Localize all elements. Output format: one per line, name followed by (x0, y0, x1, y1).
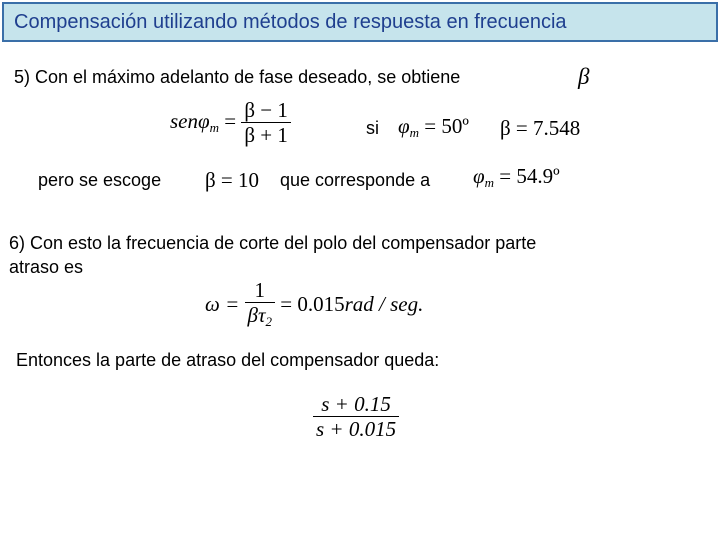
step6-text-line2: atraso es (9, 257, 84, 277)
beta-10 (205, 168, 259, 193)
omega-equation (205, 278, 423, 330)
page-title: Compensación utilizando métodos de respuesta en frecuencia (14, 11, 567, 33)
phi-m-50: $\varphi_m$ = 50º (398, 114, 469, 140)
equals-sign: = (224, 109, 237, 134)
omega-numerator: 1 (254, 278, 265, 302)
fraction-denominator: β + 1 (241, 122, 291, 147)
step6-text-line1: 6) Con esto la frecuencia de corte del polo del compensador parte (9, 233, 537, 253)
sen-phi-equation (170, 98, 291, 147)
phi-m-chosen: = 54.9º (499, 164, 560, 188)
beta-chosen: β = 10 (205, 168, 260, 192)
title-banner (2, 2, 718, 42)
fraction-numerator: β − 1 (244, 98, 288, 122)
tau-subscript: 2 (265, 314, 272, 330)
m-subscript: m (209, 120, 220, 136)
beta-symbol: β (578, 64, 590, 89)
tf-denominator: s + 0.015 (313, 416, 399, 441)
sen-func: sen (170, 109, 198, 134)
pero-label: pero se escoge (38, 170, 162, 190)
omega-unit: rad / seg. (344, 291, 424, 316)
corresponde-label: que corresponde a (280, 170, 431, 190)
phi-m-549: $\varphi_m$ = 54.9º (473, 164, 560, 190)
si-label: si (366, 118, 379, 138)
tf-numerator: s + 0.15 (321, 392, 391, 416)
phi-symbol: φ (198, 109, 210, 134)
lag-transfer-function (313, 392, 399, 441)
beta-value: β = 7.548 (500, 116, 581, 140)
omega-lhs: ω = (205, 291, 240, 316)
phi-m-value: = 50º (424, 114, 469, 138)
entonces-text: Entonces la parte de atraso del compensador queda: (16, 350, 440, 370)
step5-text: 5) Con el máximo adelanto de fase deseado, se obtiene (14, 67, 461, 87)
beta-7548 (500, 116, 580, 141)
omega-denominator: βτ (247, 303, 266, 328)
omega-result: = 0.015 (280, 291, 345, 316)
